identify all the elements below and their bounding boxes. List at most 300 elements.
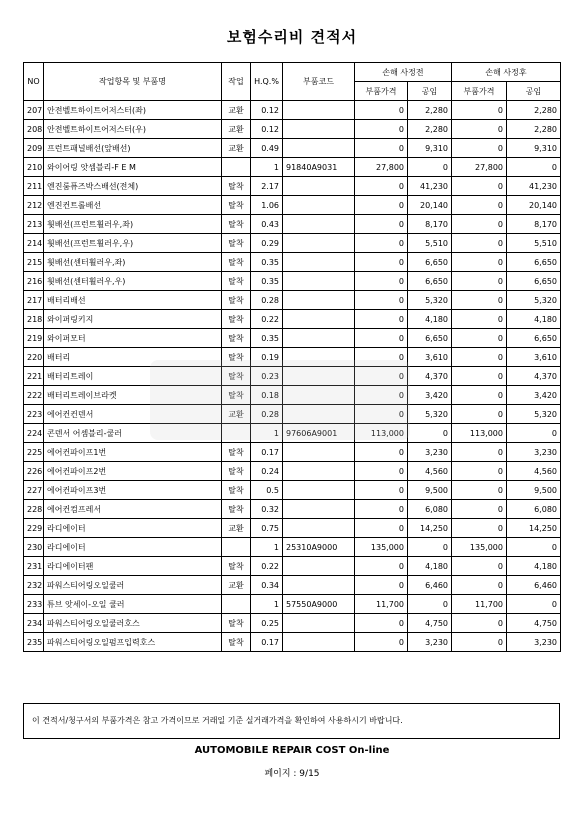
row-before-labor: 0 bbox=[408, 158, 452, 177]
row-item: 배터리트레이브라켓 bbox=[44, 386, 222, 405]
row-hq: 0.35 bbox=[251, 253, 283, 272]
row-item: 와이퍼모터 bbox=[44, 329, 222, 348]
row-before-labor: 6,650 bbox=[408, 329, 452, 348]
row-no: 226 bbox=[24, 462, 44, 481]
row-work: 탈착 bbox=[222, 481, 251, 500]
row-code bbox=[283, 405, 355, 424]
row-code: 57550A9000 bbox=[283, 595, 355, 614]
row-before-labor: 4,560 bbox=[408, 462, 452, 481]
row-work: 교환 bbox=[222, 101, 251, 120]
row-before-labor: 4,370 bbox=[408, 367, 452, 386]
page-number: 페이지 : 9/15 bbox=[264, 769, 320, 779]
row-hq: 1.06 bbox=[251, 196, 283, 215]
row-work: 탈착 bbox=[222, 348, 251, 367]
table-row bbox=[24, 234, 561, 253]
row-item: 휫배선(프런트휠러우,우) bbox=[44, 234, 222, 253]
table-row bbox=[24, 405, 561, 424]
row-no: 214 bbox=[24, 234, 44, 253]
row-after-price: 0 bbox=[452, 633, 507, 652]
row-item: 라디에이터 bbox=[44, 538, 222, 557]
table-row bbox=[24, 196, 561, 215]
row-code bbox=[283, 139, 355, 158]
row-item: 파워스티어링오일쿨러 bbox=[44, 576, 222, 595]
row-after-price: 0 bbox=[452, 196, 507, 215]
header-work: 작업 bbox=[222, 63, 251, 101]
row-after-labor: 0 bbox=[507, 595, 561, 614]
row-after-labor: 9,500 bbox=[507, 481, 561, 500]
header-item: 작업항목 및 부품명 bbox=[44, 63, 222, 101]
table-row bbox=[24, 538, 561, 557]
row-item: 안전벨트하이트어저스터(우) bbox=[44, 120, 222, 139]
row-no: 213 bbox=[24, 215, 44, 234]
row-before-price: 0 bbox=[355, 234, 408, 253]
row-code bbox=[283, 614, 355, 633]
row-hq: 2.17 bbox=[251, 177, 283, 196]
row-code bbox=[283, 101, 355, 120]
row-before-labor: 0 bbox=[408, 538, 452, 557]
row-before-labor: 6,080 bbox=[408, 500, 452, 519]
row-work: 탈착 bbox=[222, 633, 251, 652]
row-before-labor: 3,420 bbox=[408, 386, 452, 405]
row-code bbox=[283, 348, 355, 367]
row-after-labor: 6,080 bbox=[507, 500, 561, 519]
disclaimer-note bbox=[23, 703, 560, 739]
footer-brand: AUTOMOBILE REPAIR COST On-line bbox=[194, 745, 390, 756]
row-hq: 0.34 bbox=[251, 576, 283, 595]
disclaimer-text: 이 견적서/청구서의 부품가격은 참고 가격이므로 거래일 기준 실거래가격을 확인하여 사용하시기 바랍니다. bbox=[32, 716, 403, 725]
row-work: 교환 bbox=[222, 405, 251, 424]
row-after-price: 0 bbox=[452, 348, 507, 367]
header-after-price: 부품가격 bbox=[452, 82, 507, 101]
row-before-price: 0 bbox=[355, 462, 408, 481]
row-code bbox=[283, 253, 355, 272]
row-no: 224 bbox=[24, 424, 44, 443]
row-work: 교환 bbox=[222, 120, 251, 139]
row-item: 와이어링 앗셈블리-F E M bbox=[44, 158, 222, 177]
row-code: 91840A9031 bbox=[283, 158, 355, 177]
row-code bbox=[283, 329, 355, 348]
row-before-price: 0 bbox=[355, 177, 408, 196]
row-before-price: 0 bbox=[355, 139, 408, 158]
row-hq: 0.32 bbox=[251, 500, 283, 519]
row-before-labor: 20,140 bbox=[408, 196, 452, 215]
row-item: 배터리트레이 bbox=[44, 367, 222, 386]
row-before-price: 0 bbox=[355, 576, 408, 595]
row-work: 탈착 bbox=[222, 272, 251, 291]
row-item: 에어컨파이프1번 bbox=[44, 443, 222, 462]
row-item: 휫배선(센터휠러우,우) bbox=[44, 272, 222, 291]
row-after-labor: 3,610 bbox=[507, 348, 561, 367]
row-no: 219 bbox=[24, 329, 44, 348]
row-before-labor: 14,250 bbox=[408, 519, 452, 538]
row-after-labor: 0 bbox=[507, 424, 561, 443]
row-code bbox=[283, 557, 355, 576]
header-before-labor: 공임 bbox=[408, 82, 452, 101]
row-hq: 0.22 bbox=[251, 310, 283, 329]
row-work: 탈착 bbox=[222, 443, 251, 462]
row-code bbox=[283, 215, 355, 234]
page-title: 보험수리비 견적서 bbox=[226, 28, 358, 46]
row-before-labor: 41,230 bbox=[408, 177, 452, 196]
header-no: NO bbox=[24, 63, 44, 101]
table-row bbox=[24, 253, 561, 272]
row-hq: 0.25 bbox=[251, 614, 283, 633]
row-work: 탈착 bbox=[222, 462, 251, 481]
row-item: 배터리 bbox=[44, 348, 222, 367]
row-after-labor: 6,650 bbox=[507, 329, 561, 348]
row-work: 교환 bbox=[222, 576, 251, 595]
row-after-labor: 4,750 bbox=[507, 614, 561, 633]
row-hq: 0.35 bbox=[251, 272, 283, 291]
table-row bbox=[24, 215, 561, 234]
table-row bbox=[24, 424, 561, 443]
row-before-price: 0 bbox=[355, 272, 408, 291]
row-code bbox=[283, 386, 355, 405]
row-hq: 0.19 bbox=[251, 348, 283, 367]
table-row bbox=[24, 272, 561, 291]
row-after-price: 0 bbox=[452, 386, 507, 405]
row-after-labor: 0 bbox=[507, 538, 561, 557]
row-hq: 0.75 bbox=[251, 519, 283, 538]
row-hq: 0.49 bbox=[251, 139, 283, 158]
row-after-labor: 3,230 bbox=[507, 443, 561, 462]
row-before-labor: 5,320 bbox=[408, 405, 452, 424]
row-after-labor: 8,170 bbox=[507, 215, 561, 234]
table-row bbox=[24, 614, 561, 633]
row-item: 휫배선(센터휠러우,좌) bbox=[44, 253, 222, 272]
row-after-labor: 5,320 bbox=[507, 291, 561, 310]
row-hq: 0.5 bbox=[251, 481, 283, 500]
row-before-price: 0 bbox=[355, 120, 408, 139]
row-work: 탈착 bbox=[222, 329, 251, 348]
table-row bbox=[24, 158, 561, 177]
row-hq: 1 bbox=[251, 424, 283, 443]
row-after-labor: 20,140 bbox=[507, 196, 561, 215]
row-item: 안전벨트하이트어저스터(좌) bbox=[44, 101, 222, 120]
row-after-labor: 4,180 bbox=[507, 557, 561, 576]
row-before-price: 0 bbox=[355, 557, 408, 576]
row-before-price: 0 bbox=[355, 329, 408, 348]
table-row bbox=[24, 120, 561, 139]
row-hq: 0.23 bbox=[251, 367, 283, 386]
row-hq: 0.17 bbox=[251, 443, 283, 462]
row-item: 파워스티어링오일펌프입력호스 bbox=[44, 633, 222, 652]
row-work: 탈착 bbox=[222, 500, 251, 519]
row-after-price: 27,800 bbox=[452, 158, 507, 177]
row-item: 엔진룸퓨즈박스배선(전체) bbox=[44, 177, 222, 196]
row-after-labor: 2,280 bbox=[507, 101, 561, 120]
row-hq: 0.22 bbox=[251, 557, 283, 576]
table-row bbox=[24, 576, 561, 595]
row-before-price: 0 bbox=[355, 614, 408, 633]
row-before-labor: 0 bbox=[408, 595, 452, 614]
row-no: 212 bbox=[24, 196, 44, 215]
row-hq: 0.24 bbox=[251, 462, 283, 481]
row-after-price: 0 bbox=[452, 234, 507, 253]
row-hq: 0.28 bbox=[251, 291, 283, 310]
row-work: 교환 bbox=[222, 139, 251, 158]
row-item: 에어컨파이프3번 bbox=[44, 481, 222, 500]
row-work: 탈착 bbox=[222, 310, 251, 329]
row-after-labor: 4,370 bbox=[507, 367, 561, 386]
estimate-table bbox=[23, 62, 561, 652]
row-item: 라디에이터팬 bbox=[44, 557, 222, 576]
row-item: 콘덴서 어셈블리-쿨러 bbox=[44, 424, 222, 443]
row-work: 탈착 bbox=[222, 234, 251, 253]
row-hq: 0.29 bbox=[251, 234, 283, 253]
row-no: 222 bbox=[24, 386, 44, 405]
row-code: 97606A9001 bbox=[283, 424, 355, 443]
row-before-price: 0 bbox=[355, 291, 408, 310]
row-after-labor: 0 bbox=[507, 158, 561, 177]
row-before-labor: 6,650 bbox=[408, 272, 452, 291]
row-after-labor: 3,420 bbox=[507, 386, 561, 405]
row-before-price: 27,800 bbox=[355, 158, 408, 177]
row-code bbox=[283, 481, 355, 500]
row-hq: 0.28 bbox=[251, 405, 283, 424]
row-after-price: 0 bbox=[452, 462, 507, 481]
row-after-price: 0 bbox=[452, 443, 507, 462]
row-before-price: 0 bbox=[355, 253, 408, 272]
row-work bbox=[222, 424, 251, 443]
row-work: 탈착 bbox=[222, 557, 251, 576]
row-after-price: 0 bbox=[452, 101, 507, 120]
row-code bbox=[283, 120, 355, 139]
row-after-labor: 6,460 bbox=[507, 576, 561, 595]
row-before-price: 0 bbox=[355, 310, 408, 329]
row-before-labor: 4,180 bbox=[408, 557, 452, 576]
table-row bbox=[24, 177, 561, 196]
row-no: 227 bbox=[24, 481, 44, 500]
row-work: 탈착 bbox=[222, 614, 251, 633]
row-before-price: 0 bbox=[355, 348, 408, 367]
row-after-labor: 41,230 bbox=[507, 177, 561, 196]
row-work: 탈착 bbox=[222, 196, 251, 215]
row-no: 231 bbox=[24, 557, 44, 576]
row-before-labor: 4,180 bbox=[408, 310, 452, 329]
row-item: 에어컨컴프레서 bbox=[44, 500, 222, 519]
row-after-price: 0 bbox=[452, 405, 507, 424]
table-row bbox=[24, 329, 561, 348]
row-before-price: 135,000 bbox=[355, 538, 408, 557]
row-before-labor: 2,280 bbox=[408, 120, 452, 139]
row-no: 221 bbox=[24, 367, 44, 386]
row-work bbox=[222, 158, 251, 177]
row-no: 218 bbox=[24, 310, 44, 329]
row-before-labor: 8,170 bbox=[408, 215, 452, 234]
row-no: 223 bbox=[24, 405, 44, 424]
row-before-price: 0 bbox=[355, 101, 408, 120]
row-before-price: 0 bbox=[355, 500, 408, 519]
row-hq: 0.18 bbox=[251, 386, 283, 405]
row-before-price: 0 bbox=[355, 386, 408, 405]
row-no: 216 bbox=[24, 272, 44, 291]
row-code bbox=[283, 576, 355, 595]
table-row bbox=[24, 348, 561, 367]
row-no: 215 bbox=[24, 253, 44, 272]
table-row bbox=[24, 557, 561, 576]
table-row bbox=[24, 633, 561, 652]
row-no: 225 bbox=[24, 443, 44, 462]
row-after-price: 0 bbox=[452, 519, 507, 538]
table-row bbox=[24, 367, 561, 386]
row-item: 프런트패널배선(앞배선) bbox=[44, 139, 222, 158]
table-row bbox=[24, 291, 561, 310]
row-before-labor: 9,500 bbox=[408, 481, 452, 500]
table-row bbox=[24, 500, 561, 519]
row-before-price: 11,700 bbox=[355, 595, 408, 614]
row-before-price: 0 bbox=[355, 633, 408, 652]
row-code bbox=[283, 500, 355, 519]
row-after-labor: 14,250 bbox=[507, 519, 561, 538]
row-before-labor: 6,650 bbox=[408, 253, 452, 272]
row-item: 파워스티어링오일쿨러호스 bbox=[44, 614, 222, 633]
row-after-labor: 2,280 bbox=[507, 120, 561, 139]
row-no: 220 bbox=[24, 348, 44, 367]
header-after: 손해 사정후 bbox=[452, 63, 561, 82]
row-after-price: 0 bbox=[452, 614, 507, 633]
row-before-price: 0 bbox=[355, 215, 408, 234]
row-work: 탈착 bbox=[222, 291, 251, 310]
row-after-labor: 6,650 bbox=[507, 253, 561, 272]
header-after-labor: 공임 bbox=[507, 82, 561, 101]
row-item: 라디에이터 bbox=[44, 519, 222, 538]
row-no: 230 bbox=[24, 538, 44, 557]
row-work bbox=[222, 595, 251, 614]
row-after-labor: 5,320 bbox=[507, 405, 561, 424]
row-after-price: 0 bbox=[452, 253, 507, 272]
row-before-labor: 5,320 bbox=[408, 291, 452, 310]
table-row bbox=[24, 139, 561, 158]
header-before-price: 부품가격 bbox=[355, 82, 408, 101]
table-row bbox=[24, 101, 561, 120]
row-item: 배터리배선 bbox=[44, 291, 222, 310]
row-after-labor: 3,230 bbox=[507, 633, 561, 652]
header-hq: H.Q.% bbox=[251, 63, 283, 101]
row-code bbox=[283, 443, 355, 462]
row-before-price: 0 bbox=[355, 481, 408, 500]
table-row bbox=[24, 519, 561, 538]
row-no: 207 bbox=[24, 101, 44, 120]
row-before-price: 113,000 bbox=[355, 424, 408, 443]
row-after-price: 0 bbox=[452, 329, 507, 348]
row-no: 211 bbox=[24, 177, 44, 196]
row-item: 엔진컨트롤배선 bbox=[44, 196, 222, 215]
row-hq: 0.12 bbox=[251, 101, 283, 120]
row-hq: 0.12 bbox=[251, 120, 283, 139]
row-work bbox=[222, 538, 251, 557]
row-after-price: 113,000 bbox=[452, 424, 507, 443]
row-before-labor: 6,460 bbox=[408, 576, 452, 595]
row-before-price: 0 bbox=[355, 519, 408, 538]
table-row bbox=[24, 443, 561, 462]
row-code bbox=[283, 291, 355, 310]
row-after-price: 0 bbox=[452, 310, 507, 329]
row-before-labor: 3,610 bbox=[408, 348, 452, 367]
row-after-price: 135,000 bbox=[452, 538, 507, 557]
table-row bbox=[24, 310, 561, 329]
row-code bbox=[283, 633, 355, 652]
table-row bbox=[24, 481, 561, 500]
row-after-price: 0 bbox=[452, 557, 507, 576]
row-code bbox=[283, 196, 355, 215]
row-work: 탈착 bbox=[222, 177, 251, 196]
row-hq: 1 bbox=[251, 158, 283, 177]
row-code: 25310A9000 bbox=[283, 538, 355, 557]
row-after-price: 0 bbox=[452, 272, 507, 291]
row-no: 208 bbox=[24, 120, 44, 139]
row-no: 229 bbox=[24, 519, 44, 538]
row-no: 232 bbox=[24, 576, 44, 595]
row-after-price: 0 bbox=[452, 139, 507, 158]
row-hq: 1 bbox=[251, 595, 283, 614]
table-row bbox=[24, 386, 561, 405]
row-hq: 1 bbox=[251, 538, 283, 557]
row-code bbox=[283, 177, 355, 196]
table-row bbox=[24, 462, 561, 481]
row-hq: 0.43 bbox=[251, 215, 283, 234]
row-work: 탈착 bbox=[222, 386, 251, 405]
row-no: 228 bbox=[24, 500, 44, 519]
row-before-labor: 4,750 bbox=[408, 614, 452, 633]
row-after-price: 0 bbox=[452, 500, 507, 519]
row-after-price: 0 bbox=[452, 215, 507, 234]
row-item: 휫배선(프런트휠러우,좌) bbox=[44, 215, 222, 234]
row-item: 에어컨컨덴서 bbox=[44, 405, 222, 424]
row-work: 교환 bbox=[222, 519, 251, 538]
row-item: 튜브 앗세이-오일 쿨러 bbox=[44, 595, 222, 614]
header-code: 부품코드 bbox=[283, 63, 355, 101]
row-after-labor: 4,560 bbox=[507, 462, 561, 481]
row-after-price: 0 bbox=[452, 481, 507, 500]
row-code bbox=[283, 272, 355, 291]
row-no: 235 bbox=[24, 633, 44, 652]
row-work: 탈착 bbox=[222, 253, 251, 272]
row-code bbox=[283, 234, 355, 253]
row-no: 210 bbox=[24, 158, 44, 177]
row-after-labor: 6,650 bbox=[507, 272, 561, 291]
row-after-labor: 4,180 bbox=[507, 310, 561, 329]
row-before-labor: 5,510 bbox=[408, 234, 452, 253]
row-before-price: 0 bbox=[355, 443, 408, 462]
row-after-labor: 5,510 bbox=[507, 234, 561, 253]
row-after-price: 11,700 bbox=[452, 595, 507, 614]
row-hq: 0.17 bbox=[251, 633, 283, 652]
row-hq: 0.35 bbox=[251, 329, 283, 348]
row-before-price: 0 bbox=[355, 367, 408, 386]
row-before-labor: 3,230 bbox=[408, 633, 452, 652]
row-code bbox=[283, 519, 355, 538]
row-after-labor: 9,310 bbox=[507, 139, 561, 158]
row-after-price: 0 bbox=[452, 367, 507, 386]
row-work: 탈착 bbox=[222, 215, 251, 234]
row-after-price: 0 bbox=[452, 120, 507, 139]
row-before-labor: 2,280 bbox=[408, 101, 452, 120]
row-before-price: 0 bbox=[355, 405, 408, 424]
row-no: 234 bbox=[24, 614, 44, 633]
header-before: 손해 사정전 bbox=[355, 63, 452, 82]
row-code bbox=[283, 310, 355, 329]
table-row bbox=[24, 595, 561, 614]
row-before-labor: 9,310 bbox=[408, 139, 452, 158]
row-before-labor: 0 bbox=[408, 424, 452, 443]
row-code bbox=[283, 367, 355, 386]
row-item: 에어컨파이프2번 bbox=[44, 462, 222, 481]
row-work: 탈착 bbox=[222, 367, 251, 386]
row-after-price: 0 bbox=[452, 177, 507, 196]
row-before-price: 0 bbox=[355, 196, 408, 215]
row-item: 와이퍼링키지 bbox=[44, 310, 222, 329]
